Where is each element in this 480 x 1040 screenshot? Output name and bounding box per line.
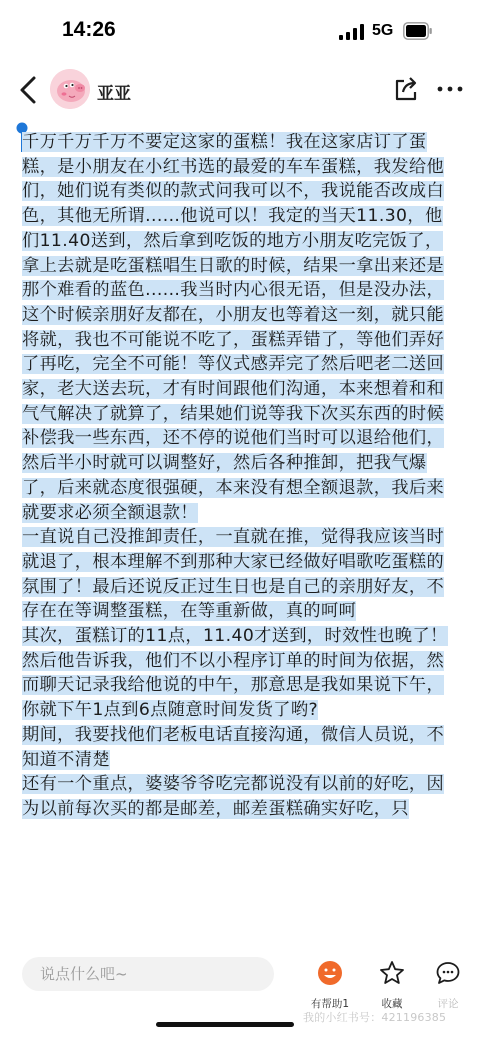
note-header [0, 60, 480, 120]
watermark: 我的小红书号：421196385 [303, 1011, 447, 1024]
note-paragraph: 期间，我要找他们老板电话直接沟通，微信人员说，不知道不清楚 [22, 724, 445, 770]
helpful-button[interactable] [300, 958, 360, 1008]
collect-button[interactable] [362, 958, 422, 1008]
comment-button[interactable] [418, 958, 478, 1008]
helpful-label: 有帮助1 [310, 998, 350, 1010]
back-arrow-icon[interactable] [14, 74, 44, 106]
share-icon[interactable] [392, 75, 420, 103]
comment-input[interactable]: 说点什么吧~ [22, 957, 274, 991]
network-type: 5G [372, 22, 394, 39]
status-time: 14:26 [62, 18, 116, 41]
home-indicator[interactable] [156, 1022, 294, 1027]
helpful-icon [317, 960, 343, 986]
note-paragraph: 还有一个重点，婆婆爷爷吃完都说没有以前的好吃，因为以前每次买的都是邮差，邮差蛋糕确实好吃，只 [22, 774, 445, 819]
status-bar [0, 0, 480, 60]
star-icon [379, 960, 405, 986]
note-paragraph: 其次，蛋糕订的11点，11.40才送到，时效性也晚了！然后他告诉我，他们不以小程序订单的时间为依据，然而聊天记录我给他说的中午，那意思是我如果说下午，你就下午1点到6点随意时间发货了哟? [22, 626, 448, 721]
battery-icon [403, 22, 433, 40]
note-body [22, 130, 452, 945]
comment-bubble-icon [435, 960, 461, 986]
note-paragraph: 千万千万千万不要定这家的蛋糕！我在这家店订了蛋糕，是小朋友在小红书选的最爱的车车蛋糕，我发给他们，她们说有类似的款式问我可以不，我说能否改成白色，其他无所谓......他说可以！我定的当天11.30，他们11.40送到，然后拿到吃饭的地方小朋友吃完饭了，拿上去就是吃蛋糕唱生日歌的时候，结果一拿出来还是那个难看的蓝色......我当时内心很无语，但是没办法，这个时候亲朋好友都在，小朋友也等着这一刻，就只能将就，我也不可能说不吃了，蛋糕弄错了，等他们弄好了再吃，完全不可能！等仪式感弄完了然后吧老二送回家，老大送去玩，才有时间跟他们沟通，本来想着和和气气解决了就算了，结果她们说等我下次买东西的时候补偿我一些东西，还不停的说他们当时可以退给他们，然后半小时就可以调整好，然后各种推卸，把我气爆了，后来就态度很强硬，本来没有想全额退款，我后来就要求必须全额退款！ [22, 132, 445, 523]
collect-label: 收藏 [381, 998, 403, 1010]
more-options-icon[interactable] [436, 80, 464, 98]
comment-label: 评论 [437, 998, 459, 1010]
cellular-signal-icon [339, 24, 365, 40]
peppa-pig-avatar-icon [50, 69, 90, 109]
author-name[interactable]: 亚亚 [97, 84, 131, 104]
note-paragraph: 一直说自己没推卸责任，一直就在推，觉得我应该当时就退了，根本理解不到那种大家已经做好唱歌吃蛋糕的氛围了！最后还说反正过生日也是自己的亲朋好友，不存在在等调整蛋糕，在等重新做，真的呵呵 [22, 527, 445, 622]
author-avatar[interactable] [50, 69, 90, 109]
